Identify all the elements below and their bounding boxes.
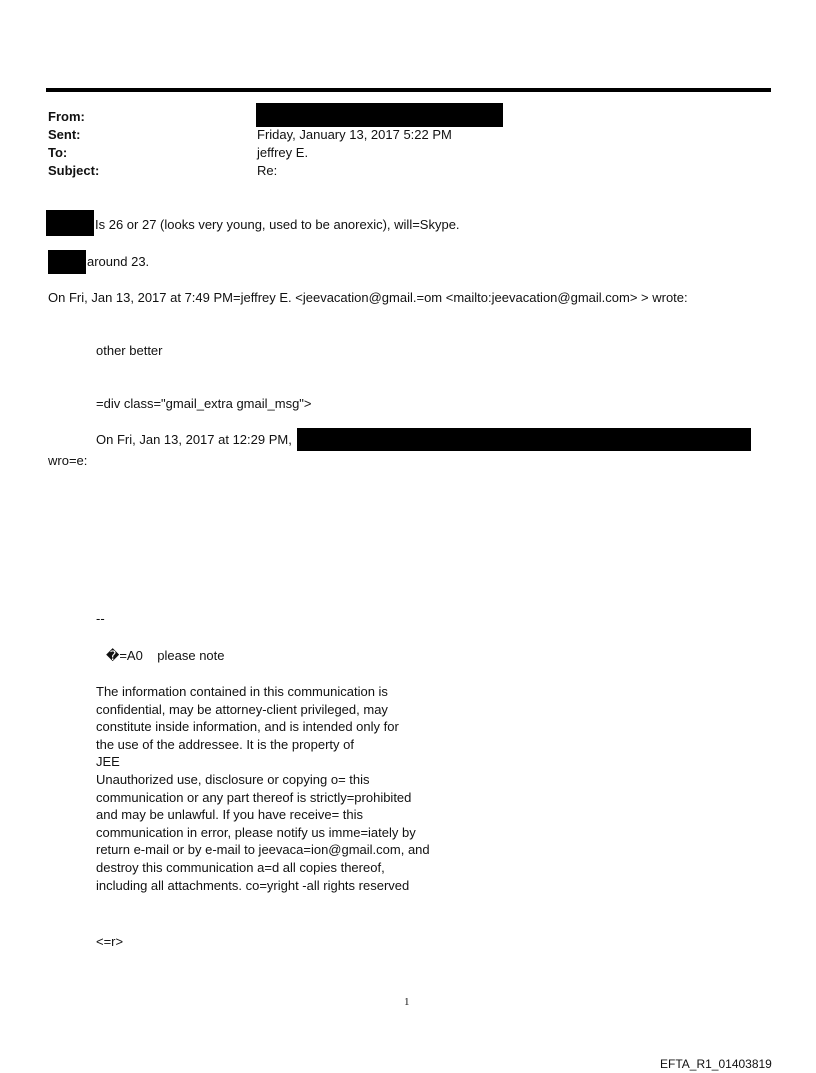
body-line-2: around 23. <box>87 254 150 269</box>
br-tag-text: <=r> <box>96 934 124 949</box>
disclaimer-line: The information contained in this communication is <box>96 684 388 699</box>
quoted-div-markup: =div class="gmail_extra gmail_msg"> <box>96 396 312 411</box>
disclaimer-line: and may be unlawful. If you have receive= this <box>96 807 364 823</box>
name-redaction-1 <box>46 210 94 236</box>
disclaimer-line: destroy this communication a=d all copies thereof, <box>96 859 385 875</box>
subject-value: Re: <box>257 163 278 178</box>
disclaimer-line: confidential, may be attorney-client privileged, may <box>96 701 388 717</box>
name-redaction-2 <box>48 250 86 274</box>
disclaimer-line: communication in error, please notify us imme=iately by <box>96 824 416 840</box>
disclaimer-line: return e-mail or by e-mail to jeevaca=ion@gmail.com, and <box>96 842 430 858</box>
disclaimer-line: including all attachments. co=yright -all rights reserved <box>96 877 410 893</box>
sender-redaction <box>297 428 751 451</box>
sent-label: Sent: <box>48 127 81 142</box>
disclaimer-line: Unauthorized use, disclosure or copying o= this <box>96 771 370 787</box>
disclaimer-line: the use of the addressee. It is the property of <box>96 736 354 752</box>
disclaimer-line: constitute inside information, and is intended only for <box>96 719 399 735</box>
quote-header: On Fri, Jan 13, 2017 at 7:49 PM=jeffrey E. <jeevacation@gmail.=om <mailto:jeevacation@gmail.com> > wrote: <box>48 290 688 305</box>
sent-value: Friday, January 13, 2017 5:22 PM <box>257 127 452 142</box>
to-value: jeffrey E. <box>257 145 309 160</box>
nested-quote-end: wro=e: <box>48 453 88 468</box>
to-label: To: <box>48 145 68 160</box>
from-redaction <box>256 103 503 127</box>
from-label: From: <box>48 109 85 124</box>
header-rule <box>46 88 771 92</box>
bates-number: EFTA_R1_01403819 <box>660 1057 772 1071</box>
disclaimer-line: JEE <box>96 754 120 770</box>
signature-dashes: -- <box>96 611 105 626</box>
page-number: 1 <box>404 996 410 1008</box>
subject-label: Subject: <box>48 163 100 178</box>
body-line-1: Is 26 or 27 (looks very young, used to be anorexic), will=Skype. <box>95 217 460 232</box>
confidentiality-disclaimer <box>96 683 456 894</box>
please-note-line: �=A0 please note <box>106 648 225 663</box>
nested-quote-start: On Fri, Jan 13, 2017 at 12:29 PM, <box>96 432 292 447</box>
quoted-line-1: other better <box>96 343 163 358</box>
disclaimer-line: communication or any part thereof is strictly=prohibited <box>96 789 412 805</box>
